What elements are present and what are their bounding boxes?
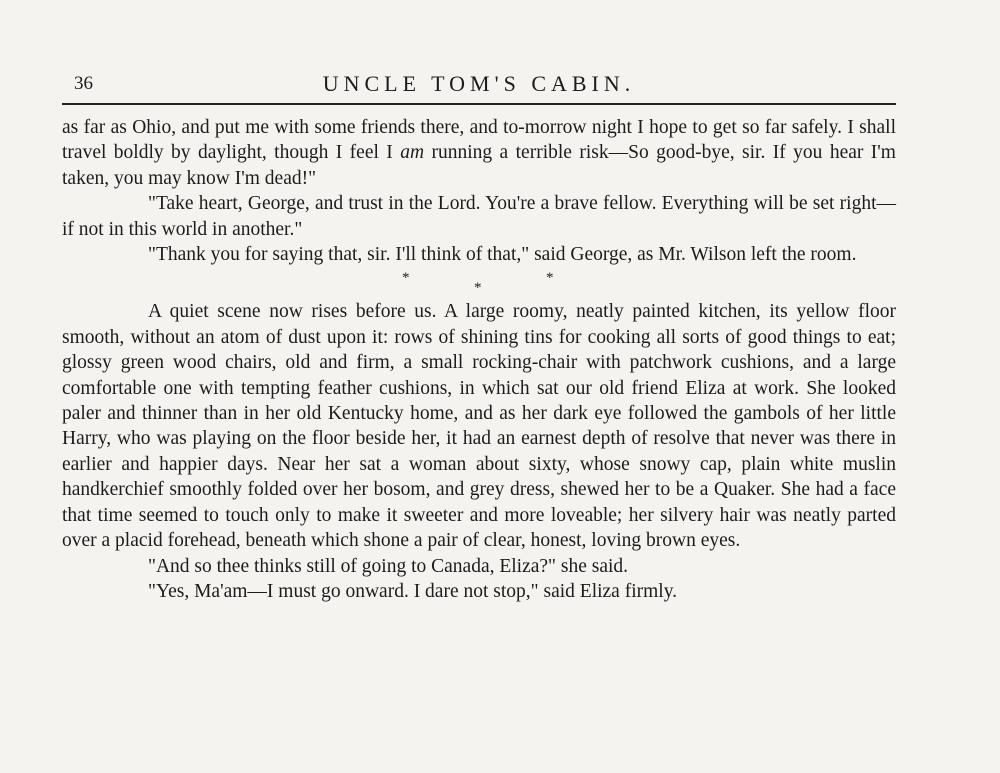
separator-star: * <box>546 270 554 287</box>
paragraph-1 <box>62 115 896 191</box>
separator-star: * <box>474 280 482 297</box>
paragraph-1-end: running a terrible risk—So good-bye, sir. If you hear I'm taken, you may know I'm dead!" <box>62 142 896 189</box>
paragraph-4: A quiet scene now rises before us. A large roomy, neatly painted kitchen, its yellow floor smooth, without an atom of dust upon it: rows of shining tins for cooking all sorts of good things to eat; glossy green wood chairs, old and firm, a small rocking-chair with patchwork cushions, and a large comfortable one with tempting feather cushions, in which sat our old friend Eliza at work. She looked paler and thinner than in her old Kentucky home, and as her dark eye followed the gambols of her little Harry, who was playing on the floor beside her, it had an earnest depth of resolve that never was there in earlier and happier days. Near her sat a woman about sixty, whose snowy cap, plain white muslin handkerchief smoothly folded over her bosom, and grey dress, shewed her to be a Quaker. She had a face that time seemed to touch only to make it sweeter and more loveable; her silvery hair was neatly parted over a placid forehead, beneath which shone a pair of clear, honest, loving brown eyes. <box>62 301 896 552</box>
paragraph-1-emphasis: am <box>400 142 425 164</box>
page-header <box>62 70 896 100</box>
paragraph-6: "Yes, Ma'am—I must go onward. I dare not stop," said Eliza firmly. <box>148 580 678 602</box>
paragraph-5: "And so thee thinks still of going to Canada, Eliza?" she said. <box>148 555 629 577</box>
paragraph-3: "Thank you for saying that, sir. I'll think of that," said George, as Mr. Wilson left the room. <box>148 244 857 266</box>
page-number: 36 <box>74 73 93 94</box>
page-body <box>62 115 896 604</box>
paragraph-2: "Take heart, George, and trust in the Lord. You're a brave fellow. Everything will be set right—if not in this world in another." <box>62 193 896 240</box>
paragraph-1-start: as far as Ohio, and put me with some friends there, and to-morrow night I hope to get so far safely. I shall travel boldly by daylight, though I feel I <box>62 117 896 164</box>
separator-star: * <box>402 270 410 287</box>
running-title: UNCLE TOM'S CABIN. <box>322 71 636 96</box>
section-separator <box>62 267 896 299</box>
header-rule <box>62 103 896 105</box>
